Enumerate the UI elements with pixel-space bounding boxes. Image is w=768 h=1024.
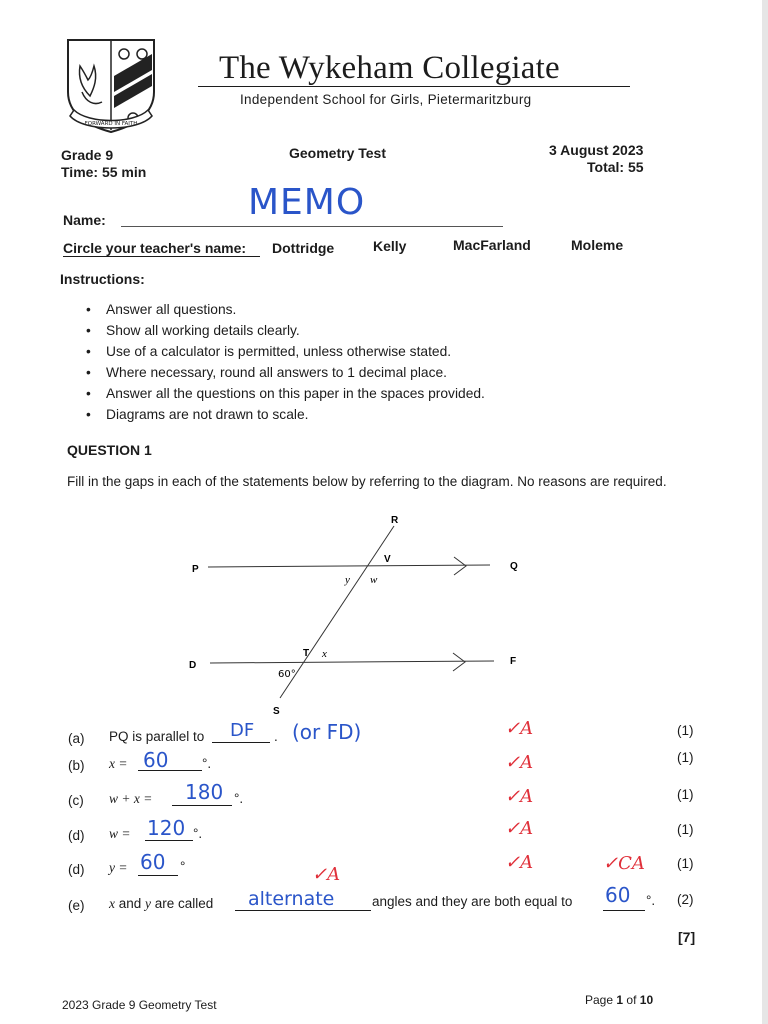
teacher-option-dottridge[interactable]: Dottridge — [272, 240, 335, 256]
tick-mark-d: ✓A — [505, 818, 534, 839]
answer-blank-a[interactable] — [212, 742, 270, 743]
question-1-intro: Fill in the gaps in each of the statements below by referring to the diagram. No reasons are required. — [67, 474, 667, 489]
tick-mark-d2-ca: ✓CA — [603, 853, 645, 874]
answer-a-alternative: (or FD) — [292, 720, 362, 744]
part-c-text: w + x = — [109, 791, 153, 806]
part-label: (a) — [68, 731, 85, 746]
point-V: V — [384, 554, 391, 565]
part-label: (d) — [68, 862, 85, 877]
list-item: • Diagrams are not drawn to scale. — [86, 407, 309, 422]
answer-blank-d[interactable] — [145, 840, 193, 841]
answer-e2: 60 — [605, 883, 631, 907]
grade-label: Grade 9 — [61, 147, 114, 163]
angle-w-label: w — [370, 574, 378, 586]
list-item: • Use of a calculator is permitted, unless otherwise stated. — [86, 344, 452, 359]
answer-c: 180 — [185, 780, 224, 804]
part-a-text: PQ is parallel to — [109, 729, 205, 744]
total-label: Total: 55 — [587, 159, 644, 175]
angle-60-label: 60° — [278, 669, 296, 680]
part-d2-degree: ° — [180, 859, 186, 874]
part-label: (b) — [68, 758, 85, 773]
question-1-heading: QUESTION 1 — [67, 442, 152, 458]
teacher-label-row — [63, 240, 246, 256]
tick-mark-a: ✓A — [505, 718, 534, 739]
part-d2-text: y = — [109, 860, 128, 875]
tick-mark-d2: ✓A — [505, 852, 534, 873]
teacher-option-macfarland[interactable]: MacFarland — [453, 237, 531, 253]
marks-c: (1) — [677, 787, 694, 802]
marks-d2: (1) — [677, 856, 694, 871]
answer-blank-e2[interactable] — [603, 910, 645, 911]
marks-e: (2) — [677, 892, 694, 907]
part-e-mid-text: angles and they are both equal to — [372, 894, 573, 909]
list-item: • Answer all the questions on this paper in the spaces provided. — [86, 386, 485, 401]
part-c-degree: °. — [234, 791, 244, 806]
page-edge — [762, 0, 768, 1024]
part-b-degree: °. — [202, 756, 212, 771]
school-name: The Wykeham Collegiate — [219, 50, 560, 86]
time-label: Time: 55 min — [61, 164, 147, 180]
instructions-list — [82, 300, 485, 426]
angle-x-label: x — [322, 648, 327, 660]
answer-d: 120 — [147, 816, 186, 840]
question-1-total: [7] — [678, 929, 696, 945]
footer-title: 2023 Grade 9 Geometry Test — [62, 998, 217, 1012]
part-label: (c) — [68, 793, 84, 808]
name-field-line[interactable] — [121, 226, 503, 227]
list-item: • Where necessary, round all answers to 1 decimal place. — [86, 365, 447, 380]
angle-y-label: y — [345, 574, 350, 586]
marks-a: (1) — [677, 723, 694, 738]
answer-a: DF — [230, 720, 255, 741]
part-a-period: . — [274, 729, 278, 744]
part-e-degree: °. — [646, 893, 656, 908]
marks-d: (1) — [677, 822, 694, 837]
point-S: S — [273, 706, 280, 717]
answer-b: 60 — [143, 748, 169, 772]
part-label: (d) — [68, 828, 85, 843]
school-subtitle: Independent School for Girls, Pietermaritzburg — [240, 92, 532, 107]
teacher-option-moleme[interactable]: Moleme — [571, 237, 624, 253]
point-T: T — [303, 648, 310, 659]
answer-blank-d2[interactable] — [138, 875, 178, 876]
teacher-option-kelly[interactable]: Kelly — [373, 238, 407, 254]
teacher-label-underline — [63, 256, 260, 257]
instructions-heading: Instructions: — [60, 271, 145, 287]
part-b-text: x = — [109, 756, 128, 771]
list-item: • Show all working details clearly. — [86, 323, 300, 338]
school-crest-logo — [64, 36, 162, 136]
part-d-text: w = — [109, 826, 131, 841]
point-Q: Q — [510, 561, 518, 572]
tick-mark-c: ✓A — [505, 786, 534, 807]
crest-motto: FORWARD IN FAITH — [84, 121, 138, 127]
teacher-label-colon: : — [241, 240, 247, 256]
point-R: R — [391, 515, 399, 526]
part-d-degree: °. — [193, 826, 203, 841]
marks-b: (1) — [677, 750, 694, 765]
answer-blank-e[interactable] — [235, 910, 371, 911]
part-e-text: x and y are called — [109, 896, 214, 911]
list-item: • Answer all questions. — [86, 302, 237, 317]
teacher-label: Circle your teacher's name — [63, 240, 242, 256]
subject-label: Geometry Test — [289, 145, 386, 161]
page-number: Page 1 of 10 — [585, 993, 654, 1007]
tick-mark-b: ✓A — [505, 752, 534, 773]
point-P: P — [192, 564, 199, 575]
name-label: Name: — [63, 212, 106, 228]
title-underline — [198, 86, 630, 87]
parallel-lines-diagram — [180, 512, 530, 722]
answer-e: alternate — [248, 888, 335, 910]
tick-mark-e: ✓A — [312, 864, 341, 885]
point-D: D — [189, 660, 197, 671]
point-F: F — [510, 656, 517, 667]
answer-d2: 60 — [140, 850, 166, 874]
part-label: (e) — [68, 898, 85, 913]
date-label: 3 August 2023 — [549, 142, 644, 158]
answer-blank-c[interactable] — [172, 805, 232, 806]
name-value: MEMO — [248, 182, 366, 223]
